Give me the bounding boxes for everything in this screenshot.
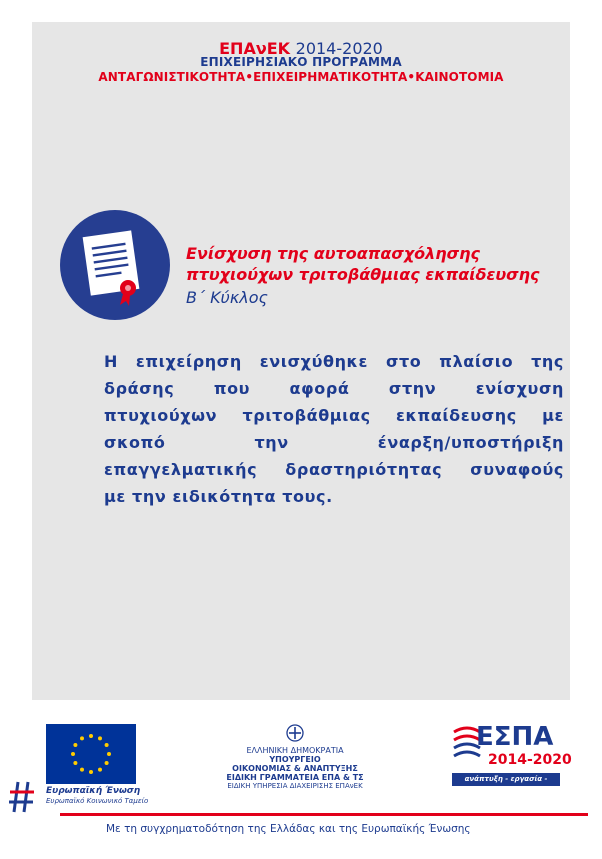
footer-divider [60, 813, 588, 816]
body-line: με την ειδικότητα τους. [104, 487, 333, 506]
certificate-icon [60, 210, 170, 320]
gov-line5: ΕΙΔΙΚΗ ΥΠΗΡΕΣΙΑ ΔΙΑΧΕΙΡΙΣΗΣ ΕΠΑνΕΚ [227, 782, 363, 790]
body-text [104, 348, 564, 510]
poster-panel [32, 22, 570, 700]
programme-name: ΕΠΑνΕΚ [219, 39, 291, 58]
programme-years: 2014-2020 [295, 39, 383, 58]
programme-subtitle: ΕΠΙΧΕΙΡΗΣΙΑΚΟ ΠΡΟΓΡΑΜΜΑ [200, 55, 402, 69]
eu-fund-label: Ευρωπαϊκό Κοινωνικό Ταμείο [46, 797, 149, 805]
eu-label: Ευρωπαϊκή Ένωση [46, 786, 141, 796]
espa-word: ΕΣΠΑ [476, 722, 554, 752]
action-title-line2: πτυχιούχων τριτοβάθμιας εκπαίδευσης [186, 265, 540, 284]
greek-government-logo [210, 724, 380, 790]
coat-of-arms-icon [286, 724, 304, 746]
body-line: δράσης που αφορά στην ενίσχυση [104, 379, 564, 398]
body-line: πτυχιούχων τριτοβάθμιας εκπαίδευσης με [104, 406, 564, 425]
gov-line3: ΟΙΚΟΝΟΜΙΑΣ & ΑΝΑΠΤΥΞΗΣ [232, 764, 358, 773]
body-line: Η επιχείρηση ενισχύθηκε στο πλαίσιο της [104, 352, 564, 371]
gov-line1: ΕΛΛΗΝΙΚΗ ΔΗΜΟΚΡΑΤΙΑ [246, 746, 344, 755]
footer-text: Με τη συγχρηματοδότηση της Ελλάδας και της Ευρωπαϊκής Ένωσης [106, 823, 471, 835]
espa-years: 2014-2020 [488, 752, 572, 768]
body-line: σκοπό την έναρξη/υποστήριξη [104, 433, 564, 452]
programme-tagline: ΑΝΤΑΓΩΝΙΣΤΙΚΟΤΗΤΑ•ΕΠΙΧΕΙΡΗΜΑΤΙΚΟΤΗΤΑ•ΚΑΙΝΟΤΟΜΙΑ [98, 70, 504, 84]
hashtag-logo-icon [8, 778, 38, 818]
action-cycle: Β΄ Κύκλος [186, 288, 268, 307]
body-line: επαγγελματικής δραστηριότητας συναφούς [104, 460, 564, 479]
espa-motto: ανάπτυξη - εργασία - αλληλεγγύη [452, 773, 560, 786]
eu-flag-logo [46, 724, 136, 784]
gov-line4: ΕΙΔΙΚΗ ΓΡΑΜΜΑΤΕΙΑ ΕΠΑ & ΤΣ [226, 773, 364, 782]
action-title-line1: Ενίσχυση της αυτοαπασχόλησης [186, 244, 480, 263]
gov-line2: ΥΠΟΥΡΓΕΙΟ [269, 755, 321, 764]
